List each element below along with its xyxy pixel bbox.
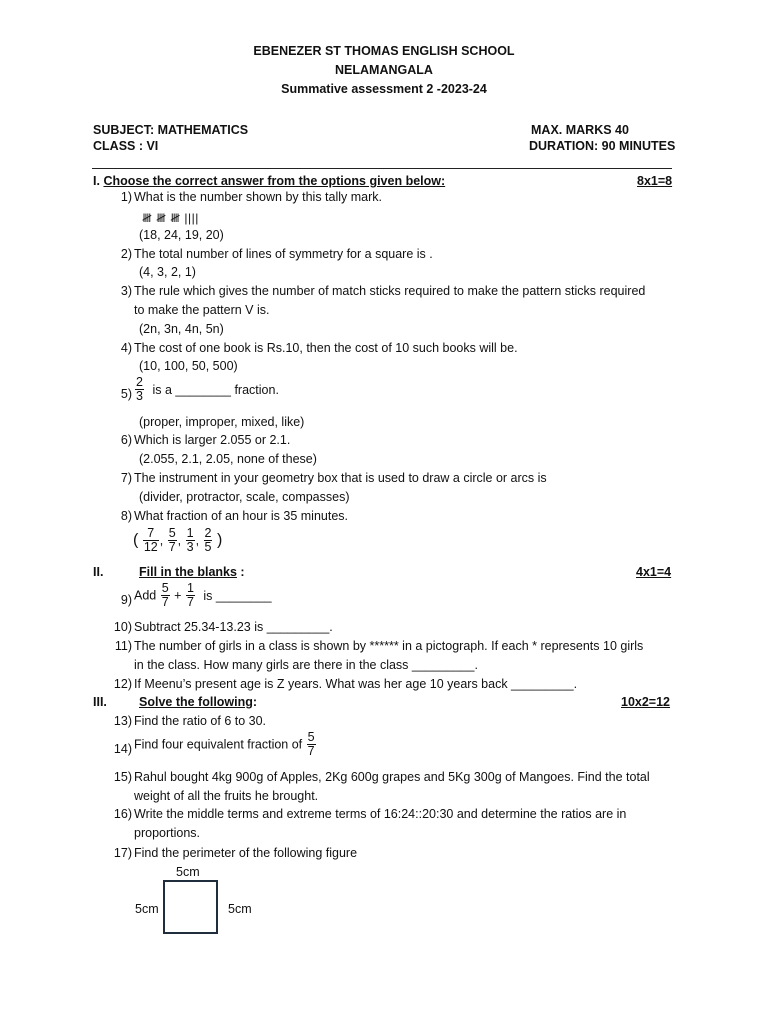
q1-options: (18, 24, 19, 20) — [139, 228, 224, 242]
q8-options — [133, 527, 222, 554]
q7-text: The instrument in your geometry box that is used to draw a circle or arcs is — [134, 471, 547, 485]
section1-marks: 8x1=8 — [637, 174, 673, 188]
section3-numeral: III. — [93, 695, 107, 709]
q8-option-b — [168, 527, 177, 554]
q8-d-den: 5 — [204, 540, 212, 554]
section2-numeral: II. — [93, 565, 104, 579]
q7-number: 7) — [120, 471, 132, 485]
duration: DURATION: 90 MINUTES — [529, 139, 676, 153]
q3-options: (2n, 3n, 4n, 5n) — [139, 322, 224, 336]
section1-heading — [93, 173, 445, 189]
q3-text: The rule which gives the number of match sticks required to make the pattern sticks required — [134, 284, 646, 298]
q1-tally-marks: 𝍸 𝍸 𝍸 |||| — [142, 211, 199, 225]
figure-label-right: 5cm — [228, 902, 252, 916]
q10-number: 10) — [113, 620, 132, 634]
q2-options: (4, 3, 2, 1) — [139, 265, 196, 279]
q1-text: What is the number shown by this tally mark. — [134, 190, 383, 204]
q5-row — [134, 376, 279, 403]
q5-fraction — [135, 376, 144, 403]
q6-text: Which is larger 2.055 or 2.1. — [134, 433, 291, 447]
q9-fraction-b — [186, 582, 195, 609]
q2-number: 2) — [120, 247, 132, 261]
q5-numerator: 2 — [136, 375, 143, 389]
q16-text: Write the middle terms and extreme terms of 16:24::20:30 and determine the ratios are in — [134, 807, 627, 821]
q9-fraction-a — [161, 582, 170, 609]
section2-marks: 4x1=4 — [636, 565, 672, 579]
q9-pre: Add — [134, 588, 157, 603]
q11-number: 11) — [114, 639, 132, 653]
q8-d-num: 2 — [204, 526, 212, 540]
figure-label-top: 5cm — [176, 865, 200, 879]
q13-number: 13) — [113, 714, 132, 728]
q8-comma: , — [159, 533, 164, 548]
figure-label-left: 5cm — [135, 902, 159, 916]
q16-text-cont: proportions. — [134, 826, 201, 840]
q9-post: is ________ — [203, 588, 272, 603]
q8-b-den: 7 — [168, 540, 176, 554]
q9-row — [134, 582, 272, 609]
class: CLASS : VI — [93, 139, 159, 153]
subject: SUBJECT: MATHEMATICS — [93, 123, 249, 137]
q8-c-den: 3 — [186, 540, 194, 554]
q12-text: If Meenu’s present age is Z years. What was her age 10 years back _________. — [134, 677, 578, 691]
q7-options: (divider, protractor, scale, compasses) — [139, 490, 350, 504]
section1-title: Choose the correct answer from the options given below: — [103, 174, 446, 188]
q3-number: 3) — [120, 284, 132, 298]
q9-a-den: 7 — [161, 595, 169, 609]
q5-number: 5) — [120, 387, 132, 401]
q6-number: 6) — [120, 433, 132, 447]
q14-den: 7 — [307, 744, 315, 758]
q4-text: The cost of one book is Rs.10, then the cost of 10 such books will be. — [134, 341, 518, 355]
school-place: NELAMANGALA — [335, 63, 433, 77]
q13-text: Find the ratio of 6 to 30. — [134, 714, 267, 728]
q14-text: Find four equivalent fraction of — [134, 737, 303, 752]
section2-title: Fill in the blanks — [139, 565, 237, 579]
section3-colon: : — [252, 695, 258, 709]
square-figure — [163, 880, 218, 934]
q14-number: 14) — [113, 742, 132, 756]
q17-number: 17) — [113, 846, 132, 860]
q8-close-paren: ) — [216, 531, 223, 549]
q16-number: 16) — [113, 807, 132, 821]
q11-text: The number of girls in a class is shown by ****** in a pictograph. If each * represents 10 girls — [134, 639, 644, 653]
section3-heading — [139, 694, 257, 710]
q1-number: 1) — [120, 190, 132, 204]
q8-a-num: 7 — [143, 527, 159, 541]
q3-text-cont: to make the pattern V is. — [134, 303, 270, 317]
q14-num: 5 — [307, 730, 315, 744]
q8-option-c — [186, 527, 195, 554]
q14-row — [134, 731, 317, 758]
q9-a-num: 5 — [161, 581, 169, 595]
q8-a-den: 12 — [143, 540, 158, 554]
q8-c-num: 1 — [186, 526, 194, 540]
max-marks: MAX. MARKS 40 — [531, 123, 629, 137]
q2-text: The total number of lines of symmetry for a square is . — [134, 247, 433, 261]
q8-option-a — [143, 527, 159, 554]
q15-text-cont: weight of all the fruits he brought. — [134, 789, 319, 803]
q8-comma: , — [195, 533, 200, 548]
q11-text-cont: in the class. How many girls are there in the class _________. — [134, 658, 478, 672]
exam-title: Summative assessment 2 -2023-24 — [281, 82, 487, 96]
q10-text: Subtract 25.34-13.23 is _________. — [134, 620, 333, 634]
q8-b-num: 5 — [168, 526, 176, 540]
q15-text: Rahul bought 4kg 900g of Apples, 2Kg 600g grapes and 5Kg 300g of Mangoes. Find the total — [134, 770, 650, 784]
q8-text: What fraction of an hour is 35 minutes. — [134, 509, 348, 523]
q6-options: (2.055, 2.1, 2.05, none of these) — [139, 452, 317, 466]
q9-b-den: 7 — [186, 595, 194, 609]
q5-text: is a ________ fraction. — [152, 382, 279, 397]
school-name: EBENEZER ST THOMAS ENGLISH SCHOOL — [253, 44, 515, 58]
q9-b-num: 1 — [186, 581, 194, 595]
q9-plus: + — [174, 588, 182, 603]
q9-number: 9) — [120, 593, 132, 607]
q8-option-d — [204, 527, 213, 554]
q17-text: Find the perimeter of the following figure — [134, 846, 358, 860]
section1-numeral: I. — [93, 174, 100, 188]
section3-marks: 10x2=12 — [621, 695, 671, 709]
q4-options: (10, 100, 50, 500) — [139, 359, 238, 373]
q5-options: (proper, improper, mixed, like) — [139, 415, 305, 429]
q5-denominator: 3 — [136, 389, 143, 403]
section2-heading — [139, 564, 245, 580]
section2-colon: : — [236, 565, 245, 579]
section3-title: Solve the following — [139, 695, 253, 709]
q8-number: 8) — [120, 509, 132, 523]
header-divider — [92, 168, 672, 169]
q12-number: 12) — [113, 677, 132, 691]
q15-number: 15) — [113, 770, 132, 784]
q8-open-paren: ( — [133, 531, 139, 549]
q4-number: 4) — [120, 341, 132, 355]
q14-fraction — [307, 731, 316, 758]
q8-comma: , — [177, 533, 182, 548]
